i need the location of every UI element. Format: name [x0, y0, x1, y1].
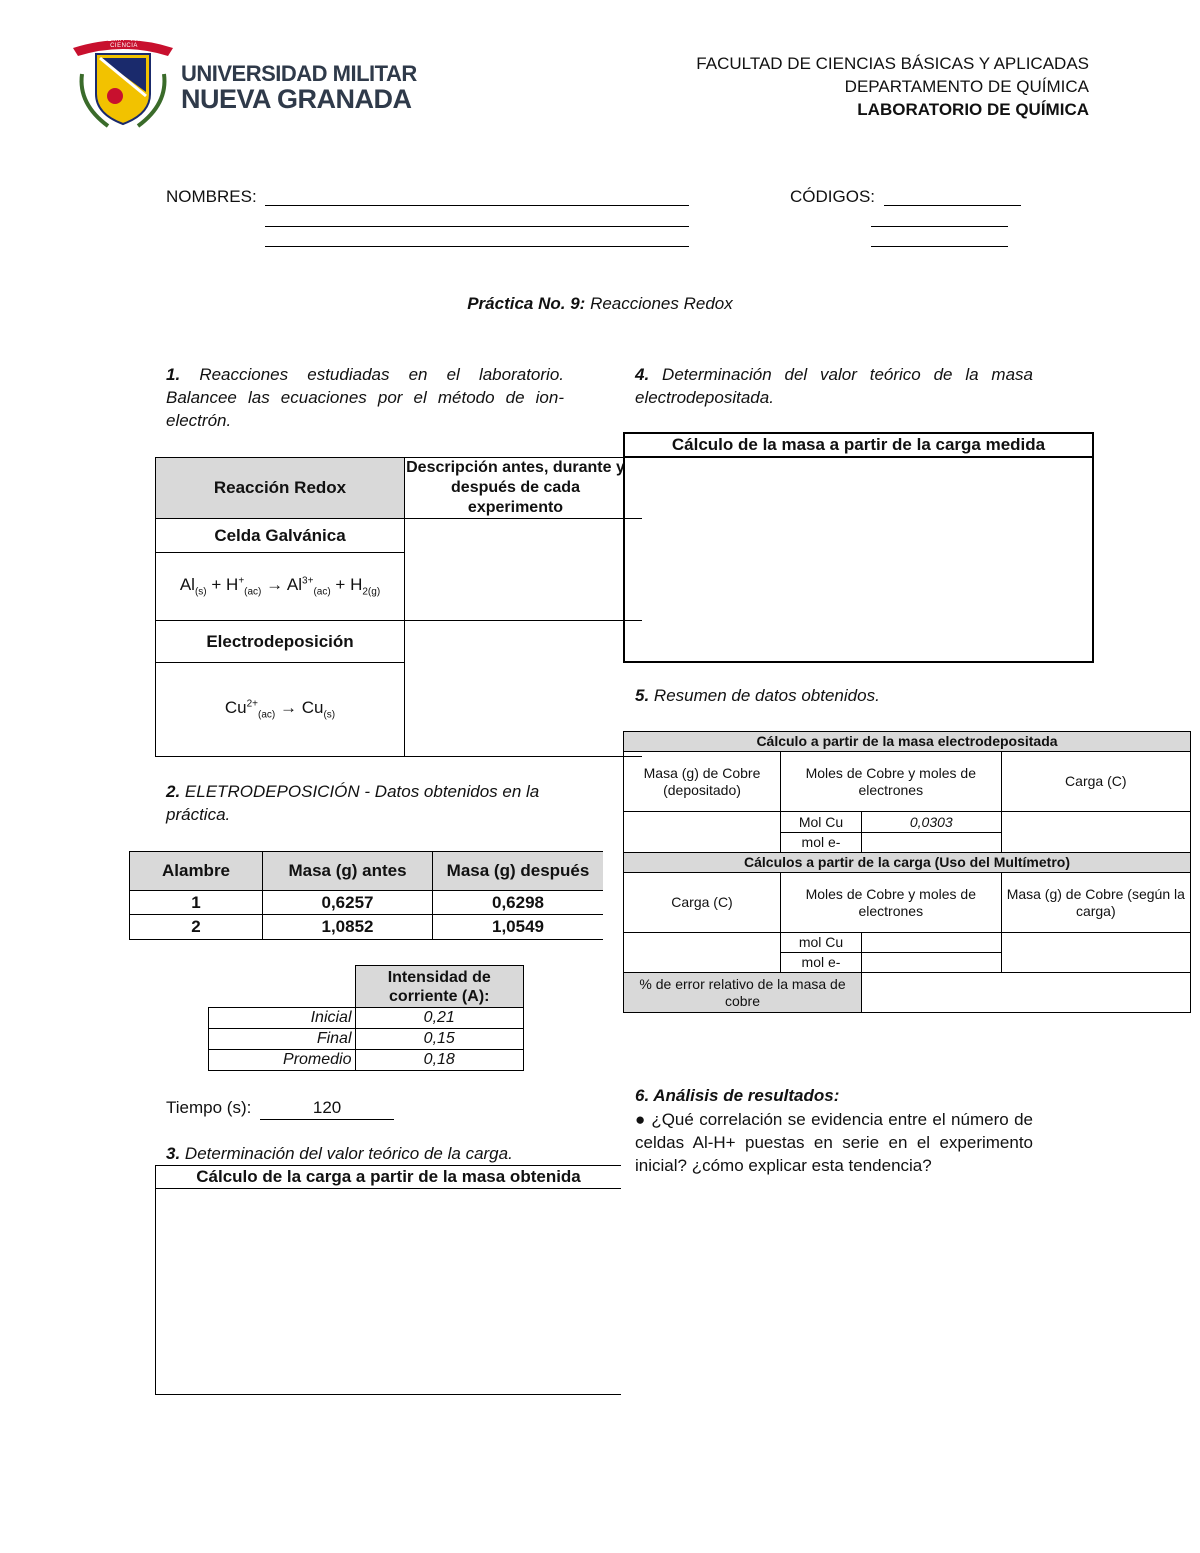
- current-value: 0,18: [355, 1050, 524, 1071]
- current-header: Intensidad de corriente (A):: [355, 966, 524, 1008]
- section-5-instructions: [635, 684, 880, 707]
- section-5-text: Resumen de datos obtenidos.: [653, 686, 880, 705]
- table-row: [130, 915, 604, 940]
- moles-header: Moles de Cobre y moles de electrones: [781, 752, 1002, 812]
- practice-number: Práctica No. 9:: [467, 294, 586, 313]
- section-3-number: 3.: [166, 1144, 181, 1163]
- names-line-3[interactable]: [265, 246, 689, 247]
- names-label: NOMBRES:: [166, 187, 257, 206]
- wire-id: 1: [130, 891, 263, 915]
- logo-motto: ACADEMIA · PATRIA · CIENCIA: [89, 37, 159, 49]
- section-1-number: 1.: [166, 365, 181, 384]
- copper-mass-by-charge-header: Masa (g) de Cobre (según la carga): [1001, 873, 1190, 933]
- mass-calc-title: Cálculo de la masa a partir de la carga medida: [625, 434, 1092, 458]
- section-1-instructions: [166, 363, 564, 432]
- codes-line-2[interactable]: [871, 226, 1008, 227]
- mol-e-label: mol e-: [781, 833, 862, 853]
- current-table-spacer: [209, 966, 356, 1008]
- galvanic-cell-label: Celda Galvánica: [155, 519, 405, 553]
- moles-header-2: Moles de Cobre y moles de electrones: [781, 873, 1002, 933]
- current-table: [208, 965, 524, 1071]
- question-text: ¿Qué correlación se evidencia entre el número de celdas Al-H+ puestas en serie en el experimento inicial? ¿cómo explicar esta tendencia?: [635, 1110, 1033, 1175]
- time-value[interactable]: 120: [260, 1096, 394, 1120]
- section-4-number: 4.: [635, 365, 650, 384]
- logo-text-line1: UNIVERSIDAD MILITAR: [181, 61, 417, 86]
- current-label: Promedio: [209, 1050, 356, 1071]
- bullet-icon: ●: [635, 1110, 646, 1129]
- current-value: 0,21: [355, 1008, 524, 1029]
- section-3-text: Determinación del valor teórico de la carga.: [184, 1144, 513, 1163]
- mass-before-header: Masa (g) antes: [263, 852, 433, 891]
- time-field: [166, 1096, 394, 1120]
- section-2-text: ELETRODEPOSICIÓN - Datos obtenidos en la práctica.: [166, 782, 540, 824]
- section-4-text: Determinación del valor teórico de la masa electrodepositada.: [635, 365, 1033, 407]
- mass-before: 1,0852: [263, 915, 433, 940]
- mass-after: 1,0549: [433, 915, 604, 940]
- table-row: [209, 1029, 524, 1050]
- current-value: 0,15: [355, 1029, 524, 1050]
- section-2-number: 2.: [166, 782, 181, 801]
- charge-value[interactable]: [1001, 812, 1190, 853]
- copper-mass-value[interactable]: [624, 812, 781, 853]
- wire-header: Alambre: [130, 852, 263, 891]
- section-3-instructions: [166, 1142, 513, 1165]
- department-name: DEPARTAMENTO DE QUÍMICA: [844, 77, 1089, 96]
- logo-text-line2: NUEVA GRANADA: [181, 84, 412, 114]
- names-line-2[interactable]: [265, 226, 689, 227]
- mol-cu-value[interactable]: 0,0303: [862, 812, 1002, 833]
- section-1-text: Reacciones estudiadas en el laboratorio. Balancee las ecuaciones por el método de ion-electrón.: [166, 365, 564, 430]
- mass-calc-box[interactable]: [623, 432, 1094, 663]
- wire-mass-table: [129, 851, 603, 940]
- mol-e-label-2: mol e-: [781, 953, 862, 973]
- charge-header: Carga (C): [1001, 752, 1190, 812]
- faculty-name: FACULTAD DE CIENCIAS BÁSICAS Y APLICADAS: [696, 54, 1089, 73]
- equation-electrodeposition: $Cu^{2+}_{(ac)} \to Cu_{(s)}$: [155, 663, 405, 757]
- galvanic-description-cell[interactable]: [405, 519, 642, 621]
- wire-id: 2: [130, 915, 263, 940]
- summary-title-charge: Cálculos a partir de la carga (Uso del Multímetro): [624, 853, 1191, 873]
- equation-galvanic: $Al_{(s)} + H^+_{(ac)} \to Al^{3+}_{(ac)} + H_{2(g)}$: [155, 553, 405, 621]
- relative-error-label: % de error relativo de la masa de cobre: [624, 973, 862, 1013]
- codes-line-1[interactable]: [884, 205, 1021, 206]
- section-6-title: 6. Análisis de resultados:: [635, 1086, 840, 1105]
- mass-before: 0,6257: [263, 891, 433, 915]
- redox-col1-header: Reacción Redox: [155, 457, 405, 519]
- summary-table: [623, 731, 1191, 1013]
- section-4-instructions: [635, 363, 1033, 409]
- measured-charge-value[interactable]: [624, 933, 781, 973]
- table-row: [209, 1008, 524, 1029]
- section-5-number: 5.: [635, 686, 650, 705]
- charge-calc-box[interactable]: [155, 1165, 621, 1395]
- mol-cu-label-2: mol Cu: [781, 933, 862, 953]
- names-line-1[interactable]: [265, 205, 689, 206]
- mass-after: 0,6298: [433, 891, 604, 915]
- mass-after-header: Masa (g) después: [433, 852, 604, 891]
- codes-line-3[interactable]: [871, 246, 1008, 247]
- summary-title-mass: Cálculo a partir de la masa electrodepositada: [624, 732, 1191, 752]
- university-logo: [68, 34, 417, 134]
- codes-label: CÓDIGOS:: [790, 187, 876, 206]
- shield-emblem-icon: [68, 34, 178, 134]
- mol-cu-label: Mol Cu: [781, 812, 862, 833]
- measured-charge-header: Carga (C): [624, 873, 781, 933]
- relative-error-value[interactable]: [862, 973, 1191, 1013]
- section-6-question: [635, 1108, 1033, 1177]
- copper-mass-header: Masa (g) de Cobre (depositado): [624, 752, 781, 812]
- section-2-instructions: [166, 780, 576, 826]
- current-label: Final: [209, 1029, 356, 1050]
- mol-e-value[interactable]: [862, 833, 1002, 853]
- charge-calc-title: Cálculo de la carga a partir de la masa obtenida: [156, 1166, 621, 1189]
- lab-name: LABORATORIO DE QUÍMICA: [857, 100, 1089, 119]
- redox-col2-header: Descripción antes, durante y después de cada experimento: [405, 457, 642, 519]
- copper-mass-by-charge-value[interactable]: [1001, 933, 1190, 973]
- time-label: Tiempo (s):: [166, 1098, 252, 1117]
- mol-e-value-2[interactable]: [862, 953, 1002, 973]
- practice-title: [0, 292, 1200, 315]
- electrodeposition-label: Electrodeposición: [155, 621, 405, 663]
- practice-name: Reacciones Redox: [590, 294, 733, 313]
- table-row: [209, 1050, 524, 1071]
- electrodeposition-description-cell[interactable]: [405, 621, 642, 757]
- mol-cu-value-2[interactable]: [862, 933, 1002, 953]
- table-row: [130, 891, 604, 915]
- current-label: Inicial: [209, 1008, 356, 1029]
